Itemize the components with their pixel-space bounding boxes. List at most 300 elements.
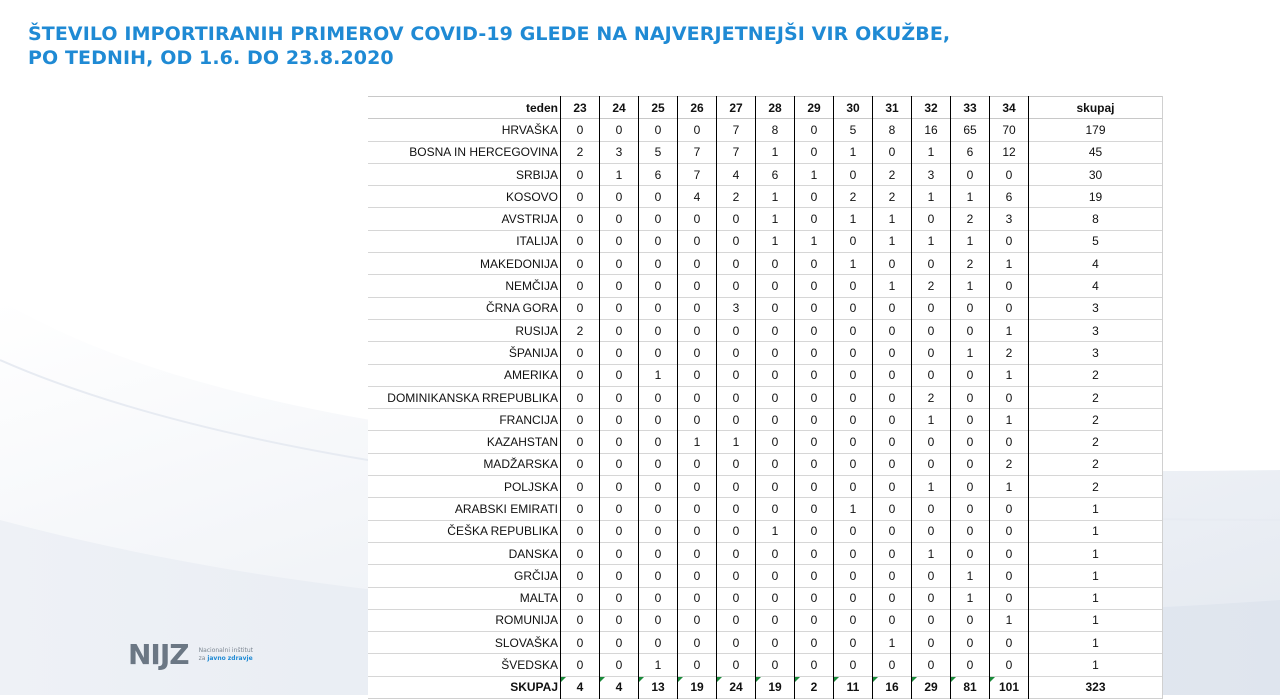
week-value: 1 [795,163,834,185]
week-value: 0 [951,632,990,654]
week-value: 0 [756,587,795,609]
week-value: 0 [561,565,600,587]
week-value: 0 [639,342,678,364]
week-value: 1 [912,230,951,252]
week-value: 1 [756,208,795,230]
week-value: 0 [756,275,795,297]
week-value: 0 [795,587,834,609]
grand-total: 323 [1029,676,1163,698]
week-value: 0 [678,542,717,564]
week-value: 0 [951,364,990,386]
week-value: 0 [600,431,639,453]
week-value: 0 [561,409,600,431]
header-week: 26 [678,97,717,119]
table-row [368,498,1163,520]
week-sum [990,676,1029,698]
week-value: 5 [639,141,678,163]
week-value: 1 [756,186,795,208]
week-sum [912,676,951,698]
week-value: 0 [795,654,834,676]
week-value: 0 [873,297,912,319]
week-value: 7 [717,141,756,163]
week-value: 0 [717,542,756,564]
week-value: 0 [756,498,795,520]
week-value: 0 [600,498,639,520]
title-line-1: ŠTEVILO IMPORTIRANIH PRIMEROV COVID-19 GLEDE NA NAJVERJETNEJŠI VIR OKUŽBE, [28,23,951,45]
week-value: 0 [795,186,834,208]
week-value: 0 [834,565,873,587]
week-value: 0 [795,609,834,631]
week-value: 0 [912,498,951,520]
week-value: 0 [561,520,600,542]
week-value: 0 [873,141,912,163]
week-value: 2 [951,253,990,275]
week-value: 1 [990,253,1029,275]
logo-caption-line-2-strong: javno zdravje [207,654,253,662]
week-value: 1 [639,364,678,386]
week-sum [600,676,639,698]
week-value: 0 [561,297,600,319]
week-value: 0 [795,253,834,275]
week-value: 1 [756,230,795,252]
week-value: 1 [912,409,951,431]
week-sum-value: 13 [651,680,665,695]
week-value: 0 [912,565,951,587]
week-value: 3 [717,297,756,319]
sum-label: SKUPAJ [368,676,561,698]
country-total: 2 [1029,453,1163,475]
table-row [368,342,1163,364]
week-value: 0 [873,476,912,498]
week-value: 0 [951,319,990,341]
week-value: 0 [834,409,873,431]
country-name: NEMČIJA [368,275,561,297]
table-row [368,654,1163,676]
header-skupaj: skupaj [1029,97,1163,119]
country-name: SLOVAŠKA [368,632,561,654]
week-value: 1 [951,342,990,364]
week-value: 0 [951,476,990,498]
week-value: 2 [951,208,990,230]
week-value: 1 [717,431,756,453]
week-value: 2 [873,186,912,208]
week-value: 0 [561,386,600,408]
week-value: 4 [678,186,717,208]
week-value: 0 [639,565,678,587]
week-value: 0 [873,587,912,609]
week-value: 0 [951,409,990,431]
week-value: 0 [912,208,951,230]
week-value: 1 [795,230,834,252]
week-value: 12 [990,141,1029,163]
week-value: 0 [756,297,795,319]
week-value: 0 [600,609,639,631]
table-row [368,319,1163,341]
sum-row [368,676,1163,698]
country-total: 1 [1029,542,1163,564]
week-value: 0 [834,342,873,364]
week-value: 7 [717,119,756,141]
week-value: 0 [873,409,912,431]
week-value: 0 [600,119,639,141]
week-value: 0 [600,342,639,364]
country-name: POLJSKA [368,476,561,498]
table-row [368,297,1163,319]
week-value: 0 [717,453,756,475]
week-value: 1 [756,141,795,163]
week-value: 16 [912,119,951,141]
week-value: 0 [795,565,834,587]
week-value: 0 [873,253,912,275]
week-value: 1 [756,520,795,542]
week-value: 0 [795,342,834,364]
logo-mark-text: NIJZ [128,638,189,671]
week-value: 0 [795,297,834,319]
week-value: 6 [756,163,795,185]
country-name: ČRNA GORA [368,297,561,319]
week-value: 0 [756,342,795,364]
week-value: 0 [717,319,756,341]
week-value: 0 [600,520,639,542]
country-total: 19 [1029,186,1163,208]
week-value: 0 [717,632,756,654]
country-total: 2 [1029,431,1163,453]
week-value: 1 [990,364,1029,386]
week-value: 0 [561,253,600,275]
week-value: 0 [756,476,795,498]
header-week: 30 [834,97,873,119]
week-value: 1 [951,230,990,252]
logo-caption-line-1: Nacionalni inštitut [198,646,254,654]
week-value: 1 [990,409,1029,431]
week-value: 0 [795,431,834,453]
week-value: 0 [912,431,951,453]
week-value: 0 [600,632,639,654]
page-title [28,22,950,70]
header-week: 25 [639,97,678,119]
week-value: 0 [951,431,990,453]
week-value: 2 [561,141,600,163]
week-value: 0 [990,297,1029,319]
country-total: 1 [1029,654,1163,676]
week-sum-value: 16 [885,680,899,695]
table-row [368,453,1163,475]
week-value: 0 [639,453,678,475]
week-value: 0 [990,520,1029,542]
week-value: 0 [678,230,717,252]
country-name: MALTA [368,587,561,609]
week-value: 0 [717,208,756,230]
week-sum-value: 24 [729,680,743,695]
week-value: 0 [678,386,717,408]
week-value: 0 [756,565,795,587]
week-value: 0 [678,476,717,498]
week-value: 0 [756,253,795,275]
error-flag-icon [756,677,761,682]
week-value: 2 [834,186,873,208]
country-name: RUSIJA [368,319,561,341]
week-value: 0 [756,609,795,631]
week-value: 0 [795,119,834,141]
table-row [368,565,1163,587]
week-value: 0 [873,520,912,542]
week-value: 0 [951,163,990,185]
country-name: FRANCIJA [368,409,561,431]
week-value: 0 [678,364,717,386]
week-value: 0 [561,453,600,475]
week-sum [951,676,990,698]
week-value: 2 [912,386,951,408]
country-name: AVSTRIJA [368,208,561,230]
week-value: 0 [717,654,756,676]
week-value: 0 [639,587,678,609]
week-value: 1 [834,253,873,275]
week-value: 0 [873,498,912,520]
table-header-row [368,97,1163,119]
week-value: 2 [990,453,1029,475]
week-value: 0 [912,253,951,275]
week-value: 0 [990,587,1029,609]
week-value: 0 [678,275,717,297]
country-total: 5 [1029,230,1163,252]
week-value: 0 [561,587,600,609]
error-flag-icon [834,677,839,682]
country-name: KOSOVO [368,186,561,208]
week-value: 0 [639,119,678,141]
error-flag-icon [990,677,995,682]
week-value: 0 [639,297,678,319]
week-value: 0 [834,275,873,297]
week-value: 0 [951,654,990,676]
week-value: 0 [756,386,795,408]
week-value: 0 [756,453,795,475]
logo-mark [128,638,189,671]
week-value: 0 [834,609,873,631]
week-value: 0 [990,632,1029,654]
country-name: MAKEDONIJA [368,253,561,275]
header-week: 23 [561,97,600,119]
week-value: 6 [990,186,1029,208]
week-sum-value: 101 [998,680,1020,695]
country-total: 30 [1029,163,1163,185]
week-value: 0 [717,609,756,631]
country-name: KAZAHSTAN [368,431,561,453]
week-sum-value: 29 [924,680,938,695]
header-week: 32 [912,97,951,119]
week-value: 0 [834,632,873,654]
week-value: 0 [951,386,990,408]
week-value: 0 [834,319,873,341]
header-week: 29 [795,97,834,119]
week-value: 0 [951,542,990,564]
week-value: 0 [600,565,639,587]
week-value: 1 [990,319,1029,341]
week-value: 0 [756,364,795,386]
week-value: 8 [873,119,912,141]
week-value: 0 [912,587,951,609]
week-sum-value: 4 [576,680,584,695]
week-value: 0 [717,275,756,297]
week-value: 0 [600,409,639,431]
week-value: 1 [834,498,873,520]
country-total: 3 [1029,342,1163,364]
week-value: 0 [834,520,873,542]
week-value: 0 [834,386,873,408]
country-name: GRČIJA [368,565,561,587]
week-value: 0 [990,163,1029,185]
week-value: 0 [756,632,795,654]
week-value: 0 [561,186,600,208]
table-row [368,632,1163,654]
week-value: 0 [756,542,795,564]
week-value: 0 [600,453,639,475]
week-value: 0 [873,453,912,475]
week-value: 0 [873,319,912,341]
country-name: DANSKA [368,542,561,564]
week-value: 4 [717,163,756,185]
week-value: 0 [678,297,717,319]
week-value: 6 [639,163,678,185]
week-value: 0 [912,453,951,475]
week-value: 0 [834,476,873,498]
country-total: 179 [1029,119,1163,141]
week-value: 65 [951,119,990,141]
week-value: 0 [912,297,951,319]
week-value: 0 [834,297,873,319]
week-value: 0 [678,520,717,542]
week-value: 0 [561,342,600,364]
week-value: 0 [600,386,639,408]
week-value: 0 [639,409,678,431]
week-value: 0 [912,319,951,341]
week-value: 0 [561,431,600,453]
week-value: 0 [678,609,717,631]
week-sum [561,676,600,698]
week-value: 0 [639,632,678,654]
country-name: DOMINIKANSKA RREPUBLIKA [368,386,561,408]
week-value: 0 [600,275,639,297]
week-value: 1 [912,542,951,564]
week-sum-value: 81 [963,680,977,695]
week-value: 0 [678,409,717,431]
week-value: 1 [990,476,1029,498]
week-value: 0 [639,386,678,408]
week-value: 0 [639,230,678,252]
week-value: 0 [561,542,600,564]
week-value: 2 [873,163,912,185]
country-total: 1 [1029,609,1163,631]
logo-caption-line-2-prefix: za [198,654,208,662]
week-sum [795,676,834,698]
week-value: 0 [795,632,834,654]
table-row [368,409,1163,431]
week-value: 0 [795,319,834,341]
logo-caption [199,647,253,663]
country-name: ITALIJA [368,230,561,252]
week-value: 0 [561,275,600,297]
week-value: 0 [912,632,951,654]
week-value: 0 [561,498,600,520]
week-value: 3 [990,208,1029,230]
week-value: 0 [717,476,756,498]
country-total: 45 [1029,141,1163,163]
data-table-container [368,96,1163,699]
country-total: 3 [1029,319,1163,341]
table-row [368,587,1163,609]
country-name: HRVAŠKA [368,119,561,141]
week-value: 0 [561,476,600,498]
week-value: 3 [912,163,951,185]
week-value: 0 [795,141,834,163]
week-value: 1 [873,230,912,252]
week-value: 0 [639,319,678,341]
week-value: 0 [834,163,873,185]
week-sum-value: 19 [768,680,782,695]
week-value: 0 [873,542,912,564]
week-value: 0 [678,632,717,654]
week-value: 1 [678,431,717,453]
week-value: 0 [678,654,717,676]
week-value: 0 [756,409,795,431]
week-value: 0 [873,654,912,676]
week-sum-value: 2 [810,680,818,695]
week-value: 0 [600,654,639,676]
table-row [368,186,1163,208]
week-value: 2 [717,186,756,208]
week-value: 70 [990,119,1029,141]
week-value: 0 [951,520,990,542]
table-row [368,364,1163,386]
week-value: 0 [990,498,1029,520]
week-value: 0 [912,364,951,386]
week-value: 0 [990,654,1029,676]
table-row [368,520,1163,542]
week-value: 0 [795,542,834,564]
week-value: 0 [717,565,756,587]
week-value: 0 [795,364,834,386]
table-row [368,141,1163,163]
country-total: 1 [1029,498,1163,520]
title-line-2: PO TEDNIH, OD 1.6. DO 23.8.2020 [28,47,394,69]
week-sum-value: 11 [846,680,860,695]
error-flag-icon [678,677,683,682]
week-value: 0 [795,453,834,475]
week-sum [678,676,717,698]
week-value: 1 [990,609,1029,631]
week-value: 0 [600,364,639,386]
week-value: 1 [912,186,951,208]
week-value: 0 [561,119,600,141]
week-value: 0 [873,431,912,453]
country-total: 1 [1029,632,1163,654]
week-value: 2 [912,275,951,297]
week-sum [756,676,795,698]
week-value: 1 [912,476,951,498]
country-name: ŠVEDSKA [368,654,561,676]
country-total: 2 [1029,364,1163,386]
week-value: 0 [717,253,756,275]
week-value: 0 [795,476,834,498]
country-name: AMERIKA [368,364,561,386]
week-value: 8 [756,119,795,141]
week-value: 0 [639,542,678,564]
week-value: 5 [834,119,873,141]
week-value: 0 [873,565,912,587]
week-value: 0 [717,342,756,364]
table-row [368,609,1163,631]
country-name: ŠPANIJA [368,342,561,364]
week-value: 0 [990,386,1029,408]
